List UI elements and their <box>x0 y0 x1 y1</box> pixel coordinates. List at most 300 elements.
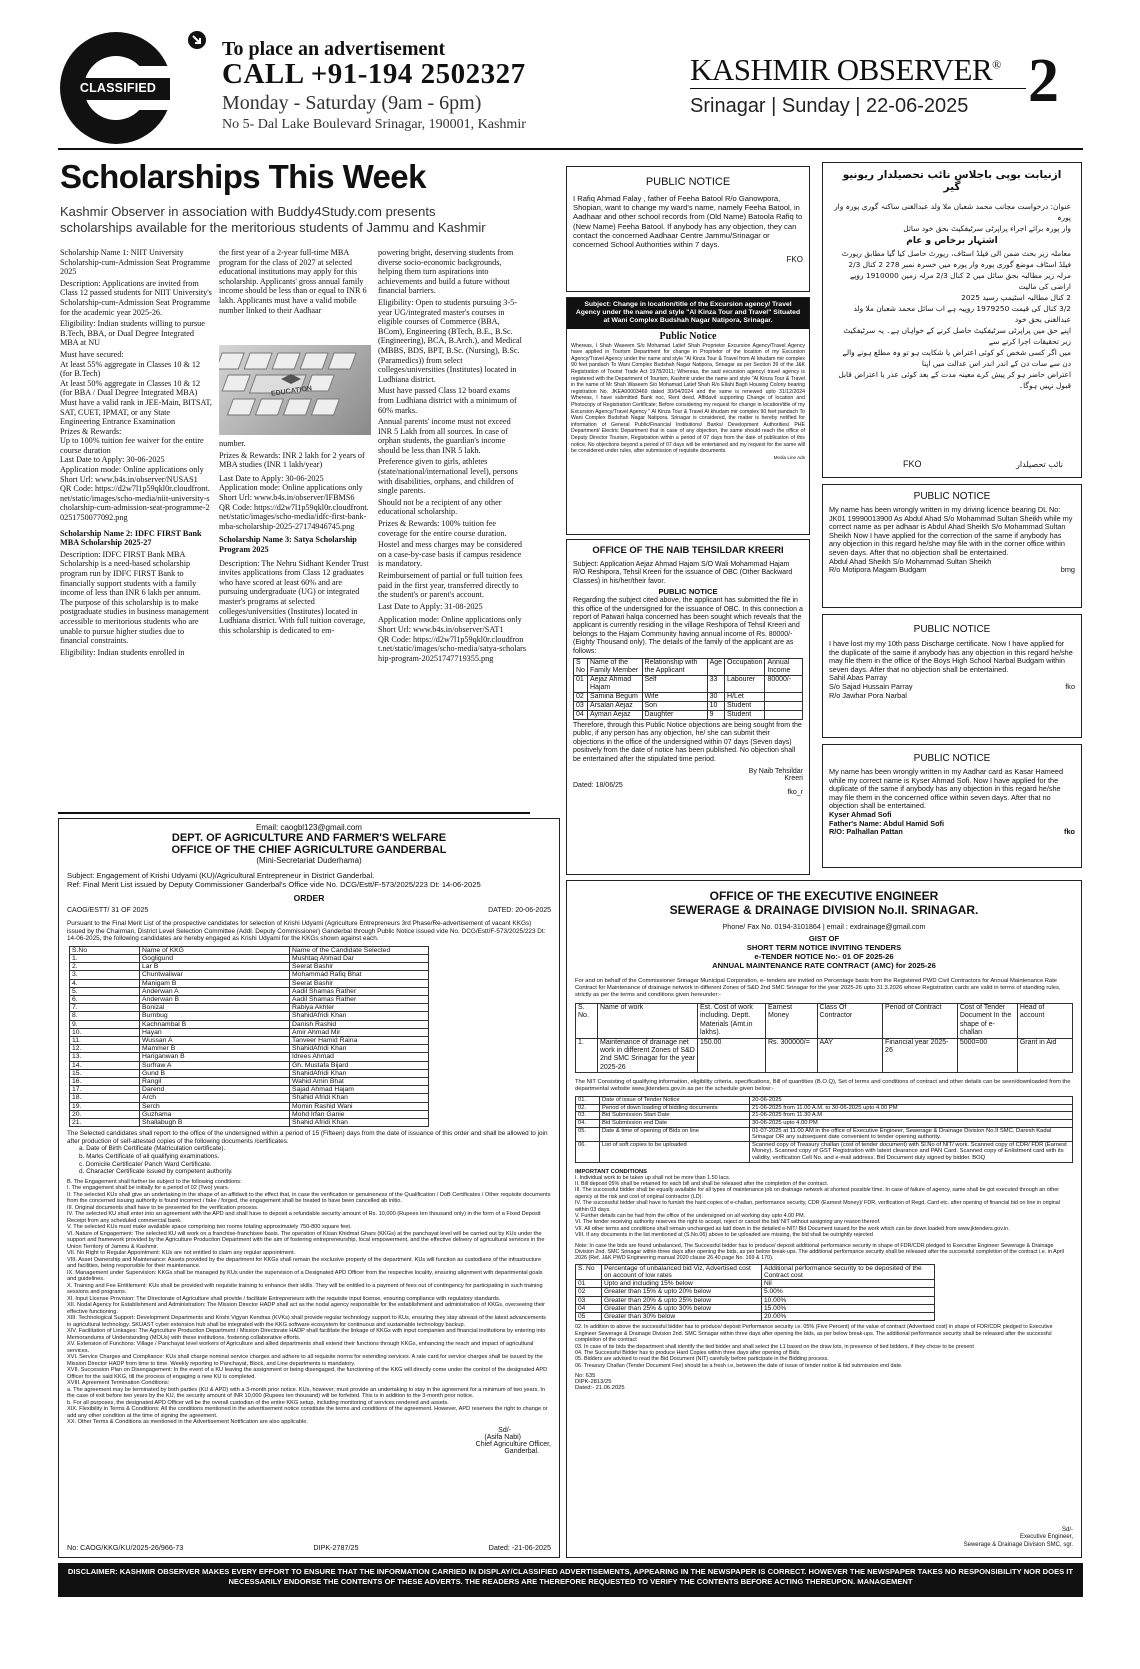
agri-term: V. The selected KUs must make available space comprising two rooms totaling approximately 750-800 square feet. <box>67 1224 352 1231</box>
agri-ref: Ref: Final Merit List issued by Deputy Commissioner Ganderbal's Office vide No. DCG/Estt/F-573/2025/223 Dt: 14-06-2025 <box>67 880 481 889</box>
agri-term: IV. The selected KU shall enter into an agreement with the APD and shall have to deposit a refundable security amount of Rs. 10,000 (Rupees ten thousand only) in the form of a Fixed Deposit Receipt from any scheduled commercial bank. <box>67 1211 541 1224</box>
agri-term: II. The selected KUs shall give an undertaking in the shape of an affidavit to the effect that, in case the verification or genuineness of the Qualification / DoB Certificates / Other requisite documents from the concerned issuing authority is found incorrect / fake / forged, the engagement shall be treated to have been cancelled ab initio. <box>67 1191 551 1205</box>
table-cell: ShahidAfridi Khan <box>290 1069 429 1077</box>
notice-title: Public Notice <box>659 330 717 342</box>
table-row <box>576 1304 935 1312</box>
logo-text: CLASSIFIED <box>79 81 157 95</box>
agri-term: XVIII. Agreement Termination Conditions: <box>67 1380 170 1387</box>
table-cell: Shahid Afridi Khan <box>290 1119 429 1127</box>
agri-term: XII. Nodal Agency for Establishment and Administration: The Mission Director HADP shall act as the nodal agency responsible for the establishment and administration of KKGs, overseeing their effective functioning. <box>67 1302 545 1315</box>
col-header: Relationship with the Applicant <box>642 659 707 676</box>
sd-amc: ANNUAL MAINTENANCE RATE CONTRACT (AMC) for 2025-26 <box>712 961 936 970</box>
table-cell: ShahidAfridi Khan <box>290 1045 429 1053</box>
scholarship-para: Reimbursement of partial or full tuition fees paid in the first year, transferred directly to the student's or parent's account. <box>378 571 523 600</box>
office-hours: Monday - Saturday (9am - 6pm) <box>222 92 482 114</box>
table-cell: 12. <box>70 1045 140 1053</box>
col-header: Name of KKG <box>140 946 290 954</box>
agri-order-meta <box>67 907 551 914</box>
table-cell: 04 <box>576 1304 602 1312</box>
notice-footer: Media Line Ads <box>773 454 805 460</box>
table-row <box>70 1037 429 1045</box>
scholarship-para: Application mode: Online applications only <box>60 465 204 475</box>
scholarship-para: Last Date to Apply: 30-06-2025 <box>60 455 165 465</box>
table-cell: Bonizal <box>140 1004 290 1012</box>
agri-sign: Chief Agriculture Officer, <box>475 1440 551 1448</box>
table-row <box>70 1053 429 1061</box>
urdu-line: معاملہ زیر بحث ضمن الی فیلڈ اسٹاف، ریورٹ حاصل کیا گیا مطابق ریورٹ فیلڈ اسٹاف موضع گوری پورہ وار پورہ میں خسرہ نمبر 278 2 کنال 2/3 مرلہ زیر مطالبہ بحق سائل میں 2 کنال 2/3 مرلہ زمین 1910000 روپے اراضی کی مالیت <box>841 249 1071 291</box>
scholarship-para: Eligibility: Open to students pursuing 3-5-year UG/integrated master's courses in eligible courses of Commerce (BBA, BCom), Engineering (BTech, B.E., B.Sc. (Engineering), BCA, B.Arch.), and Medical (MBBS, BDS, BPT, B.Sc. (Nursing), B.Sc. (Paramedics)) from select colleges/universities (Institutes) located in Ludhiana district. <box>378 297 522 384</box>
scholarship-para: Prizes & Rewards: 100% tuition fee coverage for the entire course duration. <box>378 519 507 538</box>
col-header: Additional performance security to be deposited of the Contract cost <box>762 1264 935 1279</box>
agri-terms <box>67 1179 551 1426</box>
agri-term: VIII. Asset Ownership and Maintenance: Assets provided by the department for KKGs shall remain the exclusive property of the department. KUs will function as custodians of the infrastructure and facilities, being responsible for their maintenance. <box>67 1256 542 1270</box>
table-cell: Mohd Irfan Ganie <box>290 1110 429 1118</box>
public-notice-aadhar-name <box>822 744 1082 868</box>
table-row <box>70 1086 429 1094</box>
col-header: Period of Contract <box>883 1004 958 1039</box>
sd-intro: For and on behalf of the Commissioner Srinagar Municipal Corporation, e- tenders are invited on Percentage basis from the Registered PWD Civil Contractors for Annual Maintenance Rate Contract for Maintenance of drainage network in different Zones of S&D 2nd SMC Srinagar for the year 2025-26 upto 31.3.2026 whose Registration cards are valid in terms of standing rules, strictly as per the terms and conditions given hereunder:- <box>575 978 1061 998</box>
masthead-title: KASHMIR OBSERVER <box>690 52 993 87</box>
sd-dated: Dated:- 21.06.2025 <box>575 1385 625 1392</box>
agri-term: VI. Nature of Engagement: The selected KU will work on a franchise-franchisee basis. The operation of Kisan Khidmat Ghars (KKGs) at the panchayat level will be carried out by KUs under the support and framework provided by the Agriculture Production Department with the aim of fostering entrepreneurship, local empowerment, and the effective delivery of agricultural services in the Union Territory of Jammu & Kashmir. <box>67 1230 545 1250</box>
table-row <box>576 1097 1073 1105</box>
table-cell <box>765 693 803 702</box>
sd-gist: GIST OF <box>808 934 840 943</box>
col-header: Annual Income <box>765 659 803 676</box>
scholarship-col-3 <box>378 248 526 788</box>
scholarship-para: Prizes & Rewards: <box>60 426 122 436</box>
table-cell: Samina Begum <box>587 693 642 702</box>
table-row <box>576 1112 1073 1120</box>
perf-table-header <box>576 1264 935 1279</box>
agri-sd: Sd/- <box>498 1426 511 1434</box>
sd-conditions <box>575 1175 1073 1239</box>
table-cell: 4. <box>70 979 140 987</box>
table-row <box>70 1078 429 1086</box>
table-cell: Bid Submission Start Date <box>600 1112 750 1120</box>
table-cell: 05 <box>576 1313 602 1321</box>
table-cell: Greater than 25% & upto 30% below <box>602 1304 762 1312</box>
table-cell: Lar B <box>140 963 290 971</box>
education-image <box>219 345 371 435</box>
sd-condition: II. Bill deposit 05% shall be retained for each bill and shall be released after the completion of the contract. <box>575 1181 829 1187</box>
sd-post-item: 06. Treasury Challan (Tender Document Fee) should be a fresh i.e, between the date of issue of tender notice & bid submission end date. <box>575 1362 903 1369</box>
table-cell: Son <box>642 702 707 711</box>
notice-sign-address: R/O: Palhallan Pattan <box>829 827 903 837</box>
notice-body: Therefore, through this Public Notice objections are being sought from the public, if any person has any objection, he/ she can submit their objections in the office of the undersigned within 07 days (Seven days) positively from the date of notice has been published. No objection shall be entertained after the stipulated time period. <box>573 722 802 763</box>
scholarship-col-2-top: the first year of a 2-year full-time MBA program for the class of 2027 at selected educational institutions may apply for this scholarship. Applicants' gross annual family income should be less than or equal to INR 6 lakh. Applicants must have a valid mobile number linked to their Aadhaar <box>219 248 367 315</box>
col-header: S.No <box>70 946 140 954</box>
table-cell: Seerat Bashir <box>290 979 429 987</box>
urdu-line: 3/2 کنال کی قیمت 1979250 روپیہ ہے اب سائل محمد شعبان ملا ولد عبدالغنی بحق خود <box>853 304 1071 324</box>
agri-term: X. Training and Fee Entitlement: KUs shall be provided with requisite training to enhance their skills. They will be entitled to a payment of fees out of contingency for participating in such training sessions and programs. <box>67 1282 543 1296</box>
table-cell: Hayan <box>140 1028 290 1036</box>
performance-table <box>575 1264 935 1321</box>
table-cell: 01. <box>576 1097 600 1105</box>
col-header: Est. Cost of work including. Deptt. Materials (Amt.in lakhs). <box>698 1004 766 1039</box>
phone-number[interactable]: CALL +91-194 2502327 <box>222 58 526 90</box>
table-cell: 30-06-2025 upto 4.00 PM <box>750 1120 1073 1128</box>
table-cell: 150.00 <box>698 1038 766 1073</box>
agri-footer-dipk: DIPK-2787/25 <box>313 1543 359 1552</box>
table-cell: 8. <box>70 1012 140 1020</box>
scholarship-para: Description: IDFC FIRST Bank MBA Scholarship is a need-based scholarship program run by IDFC FIRST Bank to financially support students with a family income of less than INR 6 lakh per annum. The purpose of this scholarship is to make postgraduate studies in business management accessible to meritorious students who are unable to pursue higher studies due to financial constraints. <box>60 549 209 646</box>
scholarships-intro: Kashmir Observer in association with Buddy4Study.com presents scholarships available for the meritorious students of Jammu and Kashmir <box>60 204 486 235</box>
scholarship-col-1 <box>60 248 212 810</box>
scholarship-para: At least 55% aggregate in Classes 10 & 12 (for B.Tech) <box>60 359 201 379</box>
sd-condition: VII. All other terms and conditions shall remain unchanged as laid down in the detailed e-NIT/ Bid Document issued for the work which can be down loaded from www.jktenders.gov.in. <box>575 1225 1010 1232</box>
notice-subtitle: PUBLIC NOTICE <box>658 587 718 597</box>
table-cell: 30 <box>707 693 724 702</box>
table-cell: 6. <box>70 996 140 1004</box>
table-cell: Rabiya Akhter <box>290 1004 429 1012</box>
table-row <box>70 1094 429 1102</box>
scholarship-para: Eligibility: Indian students enrolled in <box>60 647 185 657</box>
scholarship-para: powering bright, deserving students from diverse socio-economic backgrounds, helping them turn aspirations into achievements and build a future without financial barriers. <box>378 248 514 296</box>
notice-title: PUBLIC NOTICE <box>913 624 991 635</box>
scholarship-para: Description: The Nehru Sidhant Kender Trust invites applications from Class 12 graduates who have scored at least 60% and are pursuing undergraduate (UG) or integrated master's programs at selected colleges/universities (Institutes) located in Ludhiana district. With full tuition coverage, this scholarship is dedicated to em- <box>219 558 369 635</box>
sd-post-item: 05. Bidders are advised to read the Bid Document (NIT) carefully before participate in the Bidding process. <box>575 1356 829 1363</box>
table-cell: 05. <box>576 1127 600 1141</box>
notice-sign <box>829 566 1075 575</box>
notice-sign: Sahil Abas Parray <box>829 673 888 683</box>
notice-body: I Rafiq Ahmad Falay , father of Feeha Batool R/o Ganowpora, Shopian, want to change my ward's name, namely Feeha Batool, in Aadhaar and other school records from (Old Name) Batoola Rafiq to (New Name) Feeha Batool. If anybody has any objection, they can contact the concerned Aadhaar Centre Jammu/Srinagar or concerned School Authorities within 7 days. <box>573 194 803 250</box>
table-cell: Greater than 20% & upto 25% below <box>602 1296 762 1304</box>
urdu-line: میں اگر کسی شخص کو کوئی اعتراض یا شکایت ہو تو وہ مطلع ہونے والے دن سے سات دن کے اندر اندر اس عدالت میں اپنا <box>842 348 1071 368</box>
table-cell <box>765 702 803 711</box>
table-cell: Labourer <box>725 676 765 693</box>
sd-condition: V. Further details can be had from the office of the undersigned on all working day upto 4.00 PM. <box>575 1213 806 1220</box>
table-row <box>70 1028 429 1036</box>
scholarship-para: Scholarship Name 1: NIIT University Scholarship-cum-Admission Seat Programme 2025 <box>60 248 211 277</box>
scholarship-para[interactable]: Short Url: www.b4s.in/observer/IFBMS6 <box>219 492 355 502</box>
table-cell: Seerat Bashir <box>290 963 429 971</box>
table-cell: 06. <box>576 1141 600 1162</box>
notice-sign <box>829 828 1075 837</box>
sd-short: SHORT TERM NOTICE INVITING TENDERS <box>746 943 902 952</box>
table-cell: 02. <box>576 1104 600 1112</box>
agri-subject: Subject: Engagement of Krishi Udyami (KU)/Agricultural Entrepreneur in District Ganderbal. <box>67 871 375 880</box>
table-cell: 10.00% <box>762 1296 935 1304</box>
table-cell: Gund B <box>140 1069 290 1077</box>
scholarship-heading: Scholarship Name 2: IDFC FIRST Bank MBA Scholarship 2025-27 <box>60 528 202 548</box>
col-header: Class Of Contractor <box>817 1004 883 1039</box>
family-table <box>573 658 803 720</box>
dateline: Srinagar | Sunday | 22-06-2025 <box>690 95 969 117</box>
table-cell: Self <box>642 676 707 693</box>
table-cell: Period of down loading of bidding documents <box>600 1104 750 1112</box>
notice-subject-bar: Subject: Change in location/title of the Excursion agency/ Travel Agency under the name and style "Al Kinza Tour and Travel" Situated at Wani Complex Budshah Nagar Natipora, Srinagar. <box>567 298 809 329</box>
table-row <box>70 1020 429 1028</box>
table-row <box>70 1012 429 1020</box>
agri-term: IX. Management under Supervision: KKGs shall be managed by KUs under the supervision of a Designated APD Officer from the respective locality, ensuring alignment with departmental goals and guidelines. <box>67 1269 543 1283</box>
notice-sign-address: R/o Motipora Magam Budgam <box>829 565 927 575</box>
table-cell: Sajad Ahmad Hajam <box>290 1086 429 1094</box>
hand-arrow-icon <box>187 30 207 50</box>
table-cell: Upto and including 15% below <box>602 1280 762 1288</box>
table-cell: 19. <box>70 1102 140 1110</box>
urdu-line: اپنے حق میں پراپرٹی سرٹیفکیٹ حاصل کرنے کے خواہاں ہے۔ یہ سرٹیفکیٹ زیر تحقیقات اجرا کرنے سے <box>843 326 1071 346</box>
table-cell: 01-07-2025 at 11.00 AM in the office of Executive Engineer, Sewerage & Drainage Division No.II SMC, Daresh Kadal Srinagar OR any subsequent date convenient to tender opening authority. <box>750 1127 1073 1141</box>
scholarship-para: At least 50% aggregate in Classes 10 & 12 (for BBA / Dual Degree Integrated MBA) <box>60 378 201 398</box>
scholarship-para: Eligibility: Indian students willing to pursue B.Tech, BBA, or Dual Degree Integrated MBA at NU <box>60 319 205 348</box>
agri-intro: Pursuant to the Final Merit List of the prospective candidates for selection of Krishi Udyami (Agriculture Entrepreneurs 3rd Phase/Re-advertisement of vacant KKGs) issued by the Chairman, District Level Selection Committee (Addl. Deputy Commissioner) Ganderbal through Public Notice issued vide No. DCG/Estt/F-573/2025/223 Dt: 14-06-2025, the following candidates are hereby engaged as Krishi Udyami for the KKGs shown against each. <box>67 920 546 943</box>
col-header: S. No. <box>576 1004 598 1039</box>
table-cell: Greater than 15% & upto 20% below <box>602 1288 762 1296</box>
kkg-table <box>69 946 429 1127</box>
table-row <box>574 711 803 720</box>
agri-doc: b. Marks Certificate of all qualifying examinations. <box>79 1153 220 1161</box>
sd-contact[interactable]: Phone/ Fax No. 0194-3101864 | email : exdrainage@gmail.com <box>722 922 926 931</box>
scholarship-para: Last Date to Apply: 31-08-2025 <box>378 601 483 611</box>
office-address: No 5- Dal Lake Boulevard Srinagar, 190001, Kashmir <box>222 117 526 132</box>
agri-title: DEPT. OF AGRICULTURE AND FARMER'S WELFARE <box>171 832 447 844</box>
table-cell: Student <box>725 711 765 720</box>
table-cell: Arsalan Aejaz <box>587 702 642 711</box>
col-header: Percentage of unbalanced bid Viz, Advertised cost on account of low rates <box>602 1264 762 1279</box>
table-cell: AAY <box>817 1038 883 1073</box>
table-cell: Danish Rashid <box>290 1020 429 1028</box>
sd-condition: VI. The tender receiving authority reserves the right to accept, reject or cancel the bid/ NIT without assigning any reason thereof. <box>575 1219 881 1226</box>
agri-order-no: CAOG/ESTT/ 31 OF 2025 <box>67 907 149 914</box>
table-cell: Gh. Mustafa Bijard <box>290 1061 429 1069</box>
table-cell: 1. <box>70 954 140 962</box>
col-header: Name of the Family Member <box>587 659 642 676</box>
notice-sign: R/o Jawhar Pora Narbal <box>829 690 907 700</box>
table-cell: Daughter <box>642 711 707 720</box>
scholarship-para: Must have secured: <box>60 349 124 359</box>
scholarship-para: Application mode: Online applications only <box>378 615 522 625</box>
table-cell: 20.00% <box>762 1313 935 1321</box>
notice-title: PUBLIC NOTICE <box>913 753 991 764</box>
table-row <box>70 1069 429 1077</box>
table-cell: Scanned copy of Treasury challan (cost of tender document) with Sl.No of NIT/ work. Scanned copy of CDR/ FDR (Earnest Money). Scanned copy of GST Registration with latest clearance and PAN Card. Scanned copy of Enlistment card with its validity, verification Cell No. and e-mail address. Bid Document duly signed by bidder. BOQ <box>750 1141 1073 1162</box>
table-row <box>70 963 429 971</box>
table-cell: Chuntwaliwar <box>140 971 290 979</box>
table-cell: 5000=00 <box>957 1038 1017 1073</box>
table-cell: Idrees Ahmad <box>290 1053 429 1061</box>
table-row <box>70 971 429 979</box>
table-cell: Grant in Aid <box>1017 1038 1072 1073</box>
agri-footer-dated: Dated: -21-06-2025 <box>488 1543 551 1552</box>
scholarships-title: Scholarships This Week <box>60 158 426 195</box>
agri-doc: c. Domicile Certificate/ Panch Ward Certificate. <box>79 1160 212 1168</box>
table-cell: 21-06-2025 from 11.00 A.M. to 30-06-2025 upto 4.00 PM <box>750 1104 1073 1112</box>
table-row <box>70 1110 429 1118</box>
col-header: Earnest Money <box>766 1004 818 1039</box>
notice-body: Whereas, I Shah Waseem S/o Mohamad Latief Shah Proprietor Excursion Agency/Travel Agency have applied in Tourism Department for change in Proprietor of the location of my Excursion Agency/Travel Agency under the name and style "Al Kinza Tour & Travel from Al khudam mir complex 90 feet pandach To Wani Complex Budshah Nagar Natipora, Srinagar as per Section 39 of the J&K Registration of Tourist Trade Act 1978/2011; Whereas, the said excursion agency/ travel agency is registered with the Department of Tourism, Kashmir under the name and style "Al Kinza Tour & Travel in the name of Mr Shah Waseem S/o Mohamad Latief Shah R/o Ellahi Bagh Housing Colony bearing registration No. JKEA00003469 dated 30/04/2024 and the same is renewed upto 31/12/2024 Whereas, I have submitted Bank noc, Rent deed, Affidavit supporting Change of location and Photocopy of Registration Certificate; Before considering my request for change in location/title of my Excursion Agency/Travel Agency " Al Kinza Tour & Travel Al khudam mir complex 90 feet pandach To Wani Complex Budshah Nagar Natipora, Srinagar is considered, the matter is hereby notified for information of General Public/Financial Institutions/ Banks/ Development Authorities/ PHE Department/ Electric Department that in case of any objection, the same should reach the office of Deputy Director Tourism, Registration within a period of 07 days from the date of publication of this notice. No objections beyond a period of 07 days will be entertained and my request for the same will be considered under rules, after submission of requisite documents. <box>571 342 805 455</box>
notice-sign: Abdul Ahad Sheikh S/o Mohammad Sultan Sheikh <box>829 556 992 566</box>
scholarship-para: Description: Applications are invited from Class 12 passed students for NIIT University's Scholarship-cum-Admission Seat Programme for the academic year 2025-26. <box>60 278 212 317</box>
notice-body: My name has been wrongly written in my Aadhar card as Kasar Hameed while my correct name is Kyser Ahmad Sofi. Now I have applied for the duplicate of the same if anybody has any objection in this regard he/she may file them in the concerned office within seven days. After that no objection shall be entertained. <box>829 767 1064 811</box>
table-cell: 11. <box>70 1037 140 1045</box>
agri-term: VII. No Right to Regular Appointment: KUs are not entitled to claim any regular appointment. <box>67 1250 296 1257</box>
table-cell: Anderwan B <box>140 996 290 1004</box>
col-header: Occupation <box>725 659 765 676</box>
table-cell: 01 <box>574 676 588 693</box>
table-cell: Ayman Aejaz <box>587 711 642 720</box>
agri-term: a. The agreement may be terminated by both parties (KU & APD) with a 3-month prior notice. KUs, however, must provide an undertaking to stay in the agreement for a minimum of two years. In the case of exit before two years by the KU, the security amount of INR 10,000 (Rupees ten thousand) will be forfeited. This is in addition to the 3-month prior notice. <box>67 1386 546 1400</box>
agri-doc: d. Character Certificate issued by competent authority. <box>79 1168 233 1176</box>
table-cell: Date & time of opening of Bids on line <box>600 1127 750 1141</box>
table-row <box>70 979 429 987</box>
urdu-line: وار پورہ برائے اجراء پراپرٹی سرٹیفکیٹ بحق خود سائل <box>903 224 1071 233</box>
kkg-table-header <box>70 946 429 954</box>
agri-term: XVII. Succession Plan on Disengagement: In the event of a KU leaving the assignment or being disengaged, the functioning of the KKG will directly come under the control of the designated APD Officer for the said KKG, till the process of engaging a new KU is completed. <box>67 1367 548 1380</box>
table-cell: Mohammad Rafiq Bhat <box>290 971 429 979</box>
agri-term: XIV. Facilitation of Linkages: The Agriculture Production Department / Mission Directorate HADP shall facilitate the linkage of KKGs with input companies and financial institutions by entering into Memorandums of Understanding (MOUs) with these institutions, fostering collaborative efforts. <box>67 1328 546 1341</box>
notice-sign-father: S/o Sajad Hussain Parray <box>829 681 913 691</box>
sd-post <box>575 1324 1073 1369</box>
agri-footer-no: No: CAOG/KKG/KU/2025-26/966-73 <box>67 1543 184 1552</box>
agri-conditions-intro: The Selected candidates shall report to the office of the undersigned within a period of 15 (Fifteen) days from the date of issuance of this order and shall be allowed to join after production of self-attested copies of the following documents /certificates. <box>67 1130 548 1145</box>
urdu-sign-right: نائب تحصیلدار <box>1016 460 1063 469</box>
notice-sign-code: fko <box>1065 681 1075 691</box>
scholarship-para[interactable]: Short Url: www.b4s.in/observer/SAT1 <box>378 624 504 634</box>
table-cell: 9. <box>70 1020 140 1028</box>
agri-order-dated: DATED: 20-06-2025 <box>488 907 551 914</box>
place-ad-text: To place an advertisement <box>222 38 446 60</box>
scholarship-para[interactable]: Short Url: www.b4s.in/observer/NUSAS1 <box>60 474 198 484</box>
sd-important: IMPORTANT CONDITIONS <box>575 1168 648 1175</box>
sd-sd: Sd/- <box>1061 1526 1073 1533</box>
col-header: Name of the Candidate Selected <box>290 946 429 954</box>
table-row <box>576 1120 1073 1128</box>
tender-table <box>575 1003 1073 1073</box>
table-cell: 21. <box>70 1119 140 1127</box>
table-row <box>574 676 803 693</box>
agri-term: XVI. Service Charges and Compliance: KUs shall charge nominal service charges and adhere to all requisite norms for extending services. A rate card for service charges shall be issued by the Mission Director HADP from time to time. Weekly reporting to Panchayat, Block, and Line departments is mandatory. <box>67 1354 543 1367</box>
table-cell: 10. <box>70 1028 140 1036</box>
urdu-heading: ازنیابت بوپی باجلاس نائب تحصیلدار ریونیو گیر <box>842 169 1062 193</box>
notice-sign-code: fko <box>1064 827 1075 837</box>
table-cell: Darend <box>140 1086 290 1094</box>
table-cell: 2. <box>70 963 140 971</box>
table-row <box>576 1127 1073 1141</box>
sd-condition: III. The successful bidder shall be equally available for all types of maintenance job on drainage network at shortest possible time. In case of failure of agency, same shall be got executed through an other agency at the risk and cost of original contractor (LD). <box>575 1187 1060 1200</box>
scholarship-para[interactable]: QR Code: https://d2w7l1p59qkl0r.cloudfront.net/static/images/scho-media/niit-university-scholarship-cum-admission-seat-programme-20251750077092.png <box>60 484 210 523</box>
table-row <box>70 954 429 962</box>
notice-body: Regarding the subject cited above, the applicant has submitted the file in this office of the undersigned for the issuance of OBC. In this connection a report of Patwari halqa concerned has been sought which reveals that the applicant is currently residing in the village Reshipora of Tehsil Kreeri and belongs to the Hajam Community having annual income of Rs. 80000/- (Eighty Thousand only). The details of the family of the applicant are as follows: <box>573 597 803 655</box>
sd-condition: I. Individual work to be taken up shall not be more than 1.50 lacs. <box>575 1174 731 1181</box>
table-cell: Tanveer Hamid Raina <box>290 1037 429 1045</box>
table-cell: 14. <box>70 1061 140 1069</box>
table-row <box>576 1104 1073 1112</box>
table-cell: 9 <box>707 711 724 720</box>
col-header: S No <box>574 659 588 676</box>
col-header: Age <box>707 659 724 676</box>
agri-term: XV. Extension of Functions: Village / Panchayat level workers of Agriculture and allied departments shall extend their functions through KKGs, enhancing the reach and impact of agricultural services. <box>67 1341 534 1354</box>
table-row <box>576 1296 935 1304</box>
scholarship-para: Application mode: Online applications only <box>219 483 363 493</box>
table-cell: Amir Ahmad Mir <box>290 1028 429 1036</box>
sd-condition: IV. The successful bidder shall have to furnish the hard copies of e-challan, performance security, CDR (Earnest Money)/ FDR, verification of Regd. Card etc. after opening of financial bid on line in original within 03 days. <box>575 1200 1061 1213</box>
table-cell: 04 <box>574 711 588 720</box>
table-cell: List of soft copies to be uploaded <box>600 1141 750 1162</box>
table-cell: Guzhama <box>140 1110 290 1118</box>
agri-sign: (Asifa Nabi) <box>484 1433 521 1441</box>
scholarship-para: Must have a valid rank in JEE-Main, BITSAT, SAT, CUET, IPMAT, or any State Engineering Entrance Examination <box>60 397 212 427</box>
table-row <box>70 1004 429 1012</box>
education-key-label: EDUCATION <box>270 385 313 398</box>
agri-email[interactable]: Email: caogbl123@gmail.com <box>256 823 362 832</box>
table-cell: Serch <box>140 1102 290 1110</box>
agri-doc: a. Date of Birth Certificate (Matriculation certificate). <box>79 1145 226 1153</box>
table-row <box>576 1288 935 1296</box>
urdu-line: عنوان: درخواست مجانب محمد شعبان ملا ولد عبدالغنی ساکنہ گوری پورہ وار پورہ <box>834 202 1071 222</box>
table-cell: Shahid Afridi Khan <box>290 1094 429 1102</box>
urdu-notice <box>822 162 1082 478</box>
agri-term: XIX. Flexibility in Terms & Conditions: All the conditions mentioned in the advertisement notice constitute the terms and conditions of the agreement. However, APD reserves the right to change or add any other condition at the time of signing the agreement. <box>67 1406 548 1419</box>
scholarship-para[interactable]: QR Code: https://d2w7l1p59qkl0r.cloudfront.net/static/images/scho-media/satya-scholarship-program-20251747719355.png <box>378 634 526 663</box>
table-cell: Aadil Shamas Rather <box>290 996 429 1004</box>
registered-mark: ® <box>992 57 1001 72</box>
public-notice-lost-certificate <box>822 614 1082 738</box>
notice-subject: Subject: Application Aejaz Ahmad Hajam S/O Wali Mohammad Hajam R/O Reshipora, Tehsil Kreeri for the issuance of OBC (Other Backward Classes) in his/her/their favor. <box>573 561 793 585</box>
notice-body: I have lost my my 10th pass Discharge certificate. Now I have applied for the duplicate of the same if anybody has any objection in this regard he/she may file them in the office of the Boys High School Narbal Budgam within seven days. After that no objection shall be entertained. <box>829 639 1073 674</box>
table-row <box>70 1061 429 1069</box>
table-cell: 3. <box>70 971 140 979</box>
urdu-line: اعتراض حاضر ہو کر پیش کرے معینہ مدت کے بعد کوئی عذر یا اعتراض قابل <box>838 370 1071 379</box>
table-cell: H/Let <box>725 693 765 702</box>
table-cell: 18. <box>70 1094 140 1102</box>
table-cell: Arch <box>140 1094 290 1102</box>
col-header: Name of work <box>598 1004 698 1039</box>
urdu-line: قبول نہیں ہوگا۔ <box>1018 381 1071 390</box>
sd-title: OFFICE OF THE EXECUTIVE ENGINEER <box>709 889 939 903</box>
family-table-header <box>574 659 803 676</box>
table-row <box>576 1313 935 1321</box>
sd-etender: e-TENDER NOTICE No:- 01 OF 2025-26 <box>754 952 894 961</box>
table-cell: Rangil <box>140 1078 290 1086</box>
sd-no: No: 635 <box>575 1373 596 1380</box>
table-cell: 02 <box>576 1288 602 1296</box>
table-cell: 13. <box>70 1053 140 1061</box>
table-cell: 20. <box>70 1110 140 1118</box>
scholarship-para: Up to 100% tuition fee waiver for the entire course duration <box>60 436 204 455</box>
sd-title: SEWERAGE & DRAINAGE DIVISION No.II. SRINAGAR. <box>669 903 979 917</box>
table-cell: Greater than 30% below <box>602 1313 762 1321</box>
table-cell: 04. <box>576 1120 600 1128</box>
notice-title: PUBLIC NOTICE <box>913 491 991 502</box>
notice-dated: Dated: 18/06/25 <box>573 782 623 790</box>
table-cell: Date of issue of Tender Notice <box>600 1097 750 1105</box>
table-cell: Hariganwan B <box>140 1053 290 1061</box>
table-cell: Manigam B <box>140 979 290 987</box>
schedule-table <box>575 1096 1073 1162</box>
table-cell: 15. <box>70 1069 140 1077</box>
sd-sign: Executive Engineer, <box>1019 1534 1073 1541</box>
sd-sign: Sewerage & Drainage Division SMC, sgr. <box>963 1541 1073 1548</box>
table-cell: 01 <box>576 1280 602 1288</box>
sd-post-item: 02. In addition to above the successful bidder has to produce/ deposit Performance security i.e. 05% (Five Percent) of the value of contract (Advertised cost) in shape of FDR/CDR pledged to Executive Engineer Sewerage & Drainage Division 2nd. SMC Srinagar within three days after opening the bids, as per below break-ups. The additional performance security shall be released after the successful completion of the contract <box>575 1324 1053 1344</box>
sd-dipk: DIPK-2813/25 <box>575 1379 612 1386</box>
urdu-sign-left: FKO <box>903 459 922 469</box>
table-cell: 02 <box>574 693 588 702</box>
table-row <box>574 702 803 711</box>
notice-title: OFFICE OF THE NAIB TEHSILDAR KREERI <box>592 544 784 555</box>
urdu-line: اشتہار برخاص و عام <box>906 236 998 246</box>
page-number: 2 <box>1028 47 1059 115</box>
masthead <box>690 52 1001 88</box>
table-cell: Student <box>725 702 765 711</box>
scholarship-para[interactable]: QR Code: https://d2w7l1p59qkl0r.cloudfront.net/static/images/scho-media/idfc-first-bank-mba-scholarship-2025-27174946745.png <box>219 502 369 531</box>
col-header: Cost of Tender Document In the shape of e-challan <box>957 1004 1017 1039</box>
notice-sign: FKO <box>786 255 803 265</box>
agri-subtitle: (Mini-Secretariat Duderhama) <box>256 856 362 865</box>
notice-sign: By Naib Tehsildar <box>748 768 803 776</box>
agri-term: B. The Engagement shall further be subject to the following conditions: <box>67 1178 242 1185</box>
